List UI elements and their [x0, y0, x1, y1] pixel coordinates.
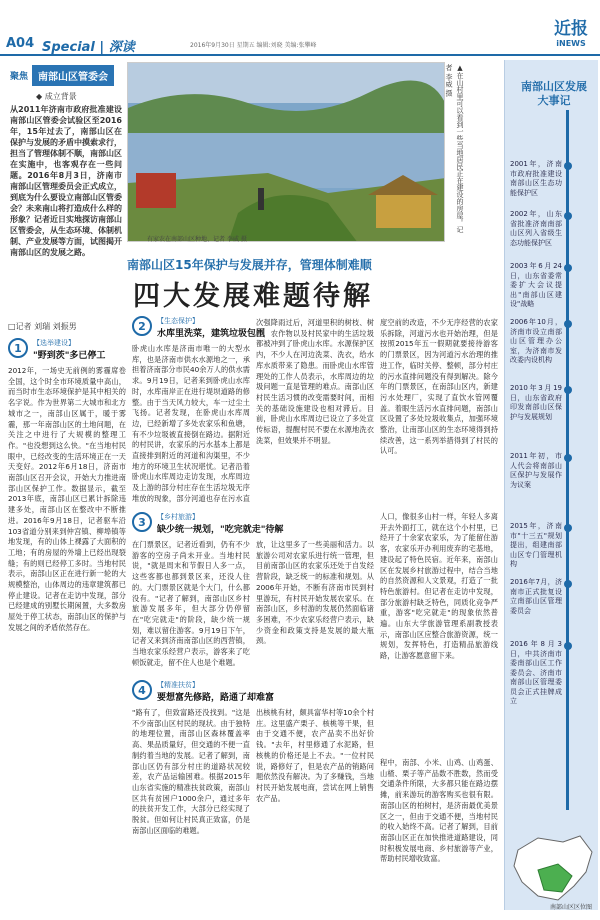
section-number: 2 [132, 316, 152, 336]
section-number: 1 [8, 338, 28, 358]
section-number: 3 [132, 512, 152, 532]
timeline-event: 2015年，济南市"十三五"规划提出，组建南部山区专门管理机构 [510, 522, 562, 568]
timeline-dot [564, 454, 572, 462]
timeline-dot [564, 320, 572, 328]
main-headline: 四大发展难题待解 [133, 281, 373, 312]
timeline-event: 2011年初，市人代会将南部山区保护与发展作为议案 [510, 452, 562, 489]
timeline-dot [564, 386, 572, 394]
map-caption: 南部山区区位图 [550, 904, 593, 911]
timeline-title: 南部山区发展大事记 [521, 80, 587, 107]
timeline-dot [564, 212, 572, 220]
column-10-text: 程中，南部、小米、山鸡、山鸡蛋、山楂、栗子等产品数不胜数，然而受交通条件所限，大多都只能在路边摆摊，前来游玩的游客购买也很有限。南部山区的柏树村，是济南最优美景区之一，但由于交通不便，当地村民的收入始终不高。记者了解到，目前南部山区正在加快推进道路建设，同时积极发展电商、乡村旅游等产业，帮助村民增收致富。 [380, 758, 498, 864]
timeline-dot [564, 162, 572, 170]
column-2-text: 卧虎山水库是济南市唯一的大型水库，也是济南市供水水源地之一，承担着济南部分市民40余万人的供水需求。9月19日，记者来到卧虎山水库时，水库南岸正在进行堤坝道路的修整。由于当天风力较大，车一过尘土飞扬。记者发现，在卧虎山水库周边，已经新增了多处农家乐和鱼塘，有不少垃圾被直接倒在路边。据附近的村民讲，农家乐的污水基本上都是直接排到附近的河道和沟渠里，不少地方的环境卫生状况堪忧。记者沿着卧虎山水库周边走访发现，水库周边及上游的部分村庄存在生活垃圾无序堆放的现象，部分河道也存在污水直 [132, 344, 250, 503]
column-9-text: 出核桃有材，颇具富华村等10余个村庄。这里盛产栗子、核桃等干果，但由于交通不便，农产品卖不出好价钱。"去年，村里修通了水泥路，但核桃的价格还是上不去。"一位村民说，路修好了，但是农产品的销路问题依然没有解决。为了多赚钱，当地村民开始发展电商，尝试在网上销售农产品。 [256, 708, 374, 803]
vertical-photo-caption: ▲在山村里可以看到一些当地居民正在建设的房屋。记者 李威 摄 [445, 64, 464, 233]
photo-caption: 有家农在南部山区种地、记者 李威 摄 [147, 236, 247, 243]
column-6-text: 放，让这里多了一些美丽和活力。以旅游公司对农家乐进行统一管理，但目前南部山区的农家乐还处于自发经营阶段，缺乏统一的标准和规划。从2006年开始，不断有济南市民到村里游玩，有村民开始发展农家乐。在南部山区，乡村游的发展仍然面临诸多困难，不少农家乐经营户表示，缺少资金和政策支持是发展的最大瓶颈。 [256, 540, 374, 646]
column-5-text: 在门票景区，记者近看到，仍有不少游客的空房子尚未开业。当地村民说，"就是周末和节假日人多一点，这些客都也都到景区来，还没人住的。大门票景区就是个大门，什么都没有。"记者了解到，南部山区乡村旅游发展多年，但大部分仍停留在"吃完就走"的阶段，缺少统一规划，难以留住游客。9月19日下午，记者又来到济南南部山区的西营镇，当地农家乐经营户表示，游客来了吃顿饭就走，留不住人也是个难题。 [132, 540, 250, 667]
issue-line: 2016年9月30日 星期五 编辑:刘晓 美编:张攀峰 [190, 42, 317, 49]
column-7-text: 人口，像很多山村一样，年轻人多离开去外面打工，就在这个小村里，已经开了十余家农家乐，为了能留住游客，农家乐开办利用废弃的宅基地，建设起了特色民宿。近年来，南部山区在发展乡村旅游过程中，结合当地的自然资源和人文景观，打造了一批特色旅游村。但记者在走访中发现，部分旅游村缺乏特色，同质化竞争严重，游客"吃完就走"的现象依然普遍。山东大学旅游管理系副教授表示，南部山区应整合旅游资源，统一规划，发挥特色，打造精品旅游线路，让游客愿意留下来。 [380, 512, 498, 661]
timeline-dot [564, 642, 572, 650]
lead-paragraph: 从2011年济南市政府批准建设南部山区管委会试验区至2016年，15年过去了，南部山区在保护与发展的矛盾中摸索求行，担当了管理体制不顺，南部山区在实施中，也客观存在一些问题。2016年8月3日，济南市南部山区管理委员会正式成立，到底为什么要设立南部山区管委会？未来南山将打造成什么样的形象？记者近日实地探访南部山区管委会，从生态环境、体制机制、产业发展等方面，试图揭开南部山区的发展之路。 [10, 105, 122, 257]
location-map [508, 830, 598, 908]
focus-title: 南部山区管委会 [32, 65, 114, 86]
section-title: Special | 深读 [42, 40, 135, 55]
column-8-text: "路有了，但致富路还没找到。"这是不少南部山区村民的现状。由于独特的地理位置，南部山区森林覆盖率高、果品质量好，但交通的不便一直制约着当地的发展。记者了解到，南部山区仍有部分村庄的道路状况较差，农产品运输困难。根据2015年山东省实施的精准扶贫政策，南部山区共有贫困户1000余户，通过多年的扶贫开发工作，大部分已经实现了脱贫。但如何让村民真正致富，仍是南部山区面临的难题。 [132, 708, 250, 835]
sub-headline: 南部山区15年保护与发展并存，管理体制难顺 [127, 258, 372, 272]
timeline-event: 2001年，济南市政府批准建设南部山区生态功能保护区 [510, 160, 562, 197]
column-1-text: 2012年，一场史无前例的雾霾席卷全国，这个时全市环境质量中高山，而当时市生态环境保护是其中相关的名字说。作为世界第二大城市和北方城市之一，南部山区属于，暖于雾霾，那一年南部山区的土地问题，在关注之中进行了大规模的整理工作。"也没想到这么快。"在当地村民眼中，已经改变的生活环境正在一天天变好。2012年6月18日，济南市南部山区召开会议，开始大力推进南部山区保护工作。数据显示，截至2013年底，南部山区已累计拆除违建多处，南部山区在整改中不断推进。2016年9月18日，记者驱车沿103省道分别来到仲宫镇、柳埠镇等地发现，有的山体上裸露了大面积的工地；有的房屋的外墙上已经出现裂缝；有的则已经停工多时。当地村民表示，南部山区正在进行新一轮的大规模整治，山体周边的违章建筑都已停止建设。记者在走访中发现，部分已经建成的别墅长期闲置，大多数房屋处于停工状态，南部山区的保护与发展之间的矛盾依然存在。 [8, 366, 126, 632]
timeline-dot [564, 524, 572, 532]
timeline-event: 2016年8月3日，中共济南市委南部山区工作委员会、济南市南部山区管理委员会正式挂牌成立 [510, 640, 562, 705]
section-number: 4 [132, 680, 152, 700]
focus-tag: 聚焦 南部山区管委会 [10, 64, 120, 86]
timeline-event: 2003年6月24日，山东省委常委扩大会议提出"南部山区建设"战略 [510, 262, 562, 308]
lead-photo [127, 62, 445, 242]
section-3-header: 3 【乡村旅游】 缺少统一规划，"吃完就走"待解 [132, 512, 332, 535]
newspaper-logo: 近报 iNEWS [554, 19, 588, 48]
timeline-event: 2016年7月，济南市正式批复设立南部山区管理委员会 [510, 578, 562, 615]
column-3-text: 次强降雨过后，河道里积的树枝、树叶，农作物以及村民家中的生活垃圾都被冲到了卧虎山水库。水源保护区内，不少人在河边洗菜、洗衣，给水库水质带来了隐患。而卧虎山水库管理处的工作人员表示，水库周边的垃圾问题一直是管理的难点。南部山区村民生活习惯的改变需要时间，而相关的基础设施建设也相对滞后。目前，卧虎山水库周边已设立了多处宣传标语，提醒村民不要在水源地洗衣洗菜，但效果并不明显。 [256, 318, 374, 445]
page-header [0, 0, 600, 56]
section-1-header: 1 【选举建设】 "野到茨"多已停工 [8, 338, 126, 361]
timeline-event: 2002年，山东省批准济南南部山区列入省级生态功能保护区 [510, 210, 562, 247]
timeline-event: 2010年3月19日，山东省政府印发南部山区保护与发展规划 [510, 384, 562, 421]
column-4-text: 度空前的改造，不少无序经营的农家乐拆除，河道污水也开始治理，但是按照2015年五一假期就要接待游客的门票景区，因为河道污水治理的推进工作，临时关停、整顿，部分村庄的污水直排问题没有得到解决。除今年的门票景区，在南部山区内，新建污水处理厂，实现了直饮水管网覆盖。着眼生活污水直排问题，南部山区设置了多处垃圾收集点，加强环境整治，让南部山区的生态环境得到持续改善，这一系列举措得到了村民的认可。 [380, 318, 498, 456]
timeline-event: 2006年10月，济南市设立南部山区管理办公室，为济南市发改委内设机构 [510, 318, 562, 364]
background-tag: ◆ 成立背景 [36, 92, 77, 101]
section-4-header: 4 【精准扶贫】 要想富先修路，路通了却难富 [132, 680, 332, 703]
timeline-dot [564, 264, 572, 272]
section-2-header: 2 【生态保护】 水库里洗菜，建筑垃圾包围 [132, 316, 332, 339]
page-number: A04 [6, 36, 35, 51]
reporter-byline: □记者 刘瑞 刘振男 [8, 322, 77, 331]
timeline-dot [564, 580, 572, 588]
